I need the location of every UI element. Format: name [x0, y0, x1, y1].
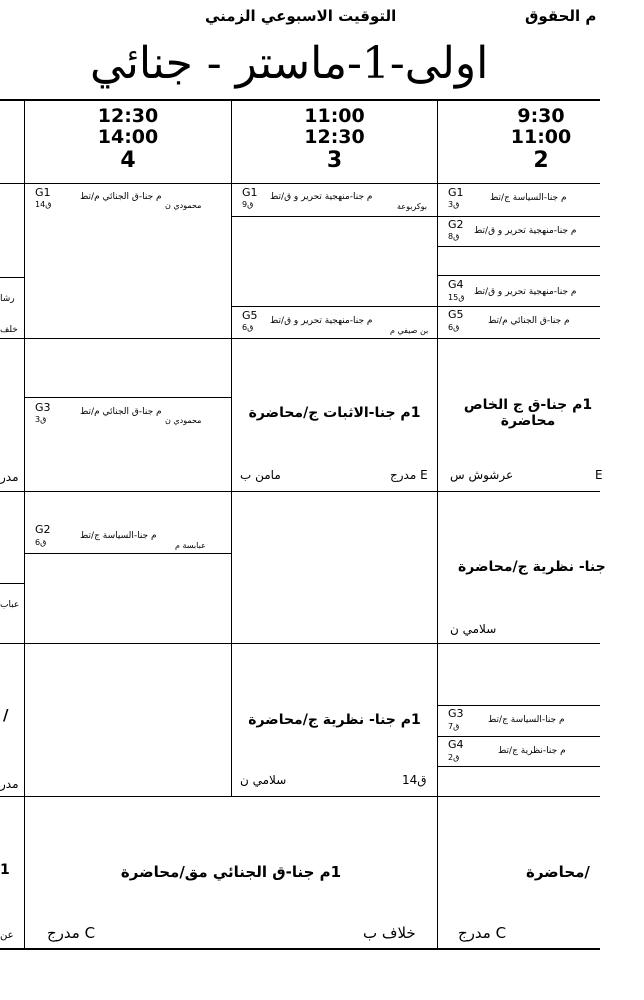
- column-header-2: [438, 106, 644, 174]
- lecture-cell[interactable]: [438, 492, 606, 643]
- session-cell[interactable]: [25, 398, 231, 428]
- grid-line: [438, 246, 600, 247]
- column-header-4: [25, 106, 231, 174]
- edge-text: مدر: [0, 470, 19, 484]
- page-title: اولى-1-ماستر - جنائي: [90, 38, 489, 89]
- session-cell[interactable]: [232, 307, 437, 338]
- group-label: G1: [242, 186, 258, 199]
- room-label: ق15: [448, 293, 465, 302]
- grid-line: [0, 277, 24, 278]
- room-label: مدرج C: [458, 924, 507, 942]
- grid-line: [232, 216, 437, 217]
- lecture-cell[interactable]: [232, 644, 437, 796]
- group-label: G1: [35, 186, 51, 199]
- grid-line: [25, 553, 231, 554]
- subject-label: م جنا-منهجية تحرير و ق/تط: [474, 226, 577, 236]
- group-label: G5: [448, 308, 464, 321]
- grid-line: [0, 99, 600, 101]
- lecture-cell[interactable]: [232, 339, 437, 491]
- session-cell[interactable]: [25, 184, 231, 214]
- session-cell[interactable]: [438, 706, 600, 736]
- subject-label: م جنا-نظرية ج/تط: [498, 746, 566, 756]
- room-label: ق3: [35, 415, 47, 424]
- time-end: 11:00: [510, 126, 572, 148]
- subject-label: م جنا-منهجية تحرير و ق/تط: [474, 287, 577, 297]
- column-header-3: [232, 106, 437, 174]
- room-label: ق14: [35, 200, 52, 209]
- subject-label: م جنا-ق الجنائي م/تط: [488, 316, 570, 326]
- lecture-cell[interactable]: [438, 339, 603, 491]
- grid-line: [438, 766, 600, 767]
- edge-text: عن: [0, 930, 14, 941]
- group-label: G1: [448, 186, 464, 199]
- group-label: G3: [448, 707, 464, 720]
- room-label: مدرج C: [47, 924, 96, 942]
- time-start: 11:00: [304, 105, 365, 127]
- subject-label: م جنا-ق الجنائي م/تط: [80, 407, 162, 417]
- session-cell[interactable]: [438, 217, 600, 246]
- period-number: 2: [533, 148, 549, 173]
- period-number: 3: [326, 148, 343, 173]
- group-label: G2: [35, 523, 51, 536]
- session-cell[interactable]: [232, 184, 437, 216]
- room-label: ق9: [242, 200, 254, 209]
- room-label: E: [595, 468, 603, 482]
- lecture-cell[interactable]: [25, 797, 437, 948]
- time-end: 12:30: [304, 126, 365, 148]
- subject-label: م جنا-ق الجنائي م/تط: [80, 192, 162, 202]
- professor-label: خلاف ب: [363, 924, 416, 942]
- schedule-type-label: التوقيت الاسبوعي الزمني: [205, 7, 397, 25]
- session-cell[interactable]: [438, 276, 600, 306]
- time-end: 14:00: [97, 126, 159, 148]
- room-label: ق3: [448, 200, 460, 209]
- room-label: ق6: [35, 538, 47, 547]
- subject-label: م جنا-السياسة ج/تط: [490, 193, 567, 203]
- edge-text: رشا: [0, 294, 15, 304]
- room-label: مدرج E: [390, 468, 428, 482]
- professor-label: محمودي ن: [165, 201, 202, 210]
- professor-label: سلامي ن: [450, 622, 497, 636]
- subject-label: م جنا-منهجية تحرير و ق/تط: [270, 316, 373, 326]
- lecture-cell[interactable]: [438, 797, 600, 948]
- subject-label: جنا- نظرية ج/محاضرة: [458, 559, 606, 575]
- period-number: 4: [120, 148, 136, 173]
- professor-label: محمودي ن: [165, 416, 202, 425]
- room-label: ق8: [448, 232, 460, 241]
- room-label: ق6: [242, 323, 254, 332]
- subject-label: 1م جنا- نظرية ج/محاضرة: [248, 712, 421, 728]
- edge-text: 1: [0, 862, 10, 878]
- grid-line: [0, 948, 600, 950]
- group-label: G2: [448, 218, 464, 231]
- group-label: G3: [35, 401, 51, 414]
- edge-text: /: [3, 706, 9, 724]
- subject-label: م جنا-السياسة ج/تط: [80, 531, 157, 541]
- edge-text: مدر: [0, 777, 19, 791]
- subject-label: 1م جنا-ق ج الخاص محاضرة: [463, 397, 593, 429]
- grid-line: [0, 583, 24, 584]
- room-label: ق7: [448, 722, 460, 731]
- edge-text: عباب: [0, 600, 20, 610]
- group-label: G4: [448, 738, 464, 751]
- group-label: G5: [242, 309, 258, 322]
- professor-label: بوكربوعة: [397, 202, 428, 211]
- room-label: ق6: [448, 323, 460, 332]
- subject-label: م جنا-منهجية تحرير و ق/تط: [270, 192, 373, 202]
- faculty-label: م الحقوق: [525, 7, 597, 25]
- professor-label: عرشوش س: [450, 468, 514, 482]
- subject-label: /محاضرة: [526, 863, 590, 881]
- professor-label: مامن ب: [240, 468, 281, 482]
- room-label: ق2: [448, 753, 460, 762]
- subject-label: 1م جنا-ق الجنائي مق/محاضرة: [120, 863, 342, 881]
- time-start: 12:30: [97, 105, 159, 127]
- room-label: ق14: [402, 773, 427, 787]
- subject-label: م جنا-السياسة ج/تط: [488, 715, 565, 725]
- session-cell[interactable]: [438, 737, 600, 766]
- session-cell[interactable]: [438, 184, 600, 216]
- professor-label: عبابسة م: [175, 541, 206, 550]
- professor-label: سلامي ن: [240, 773, 287, 787]
- edge-text: خلف: [0, 325, 18, 335]
- time-start: 9:30: [517, 105, 565, 127]
- session-cell[interactable]: [438, 307, 600, 338]
- professor-label: بن صيفي م: [390, 326, 429, 335]
- group-label: G4: [448, 278, 464, 291]
- subject-label: 1م جنا-الاثبات ج/محاضرة: [248, 405, 421, 421]
- session-cell[interactable]: [25, 522, 231, 552]
